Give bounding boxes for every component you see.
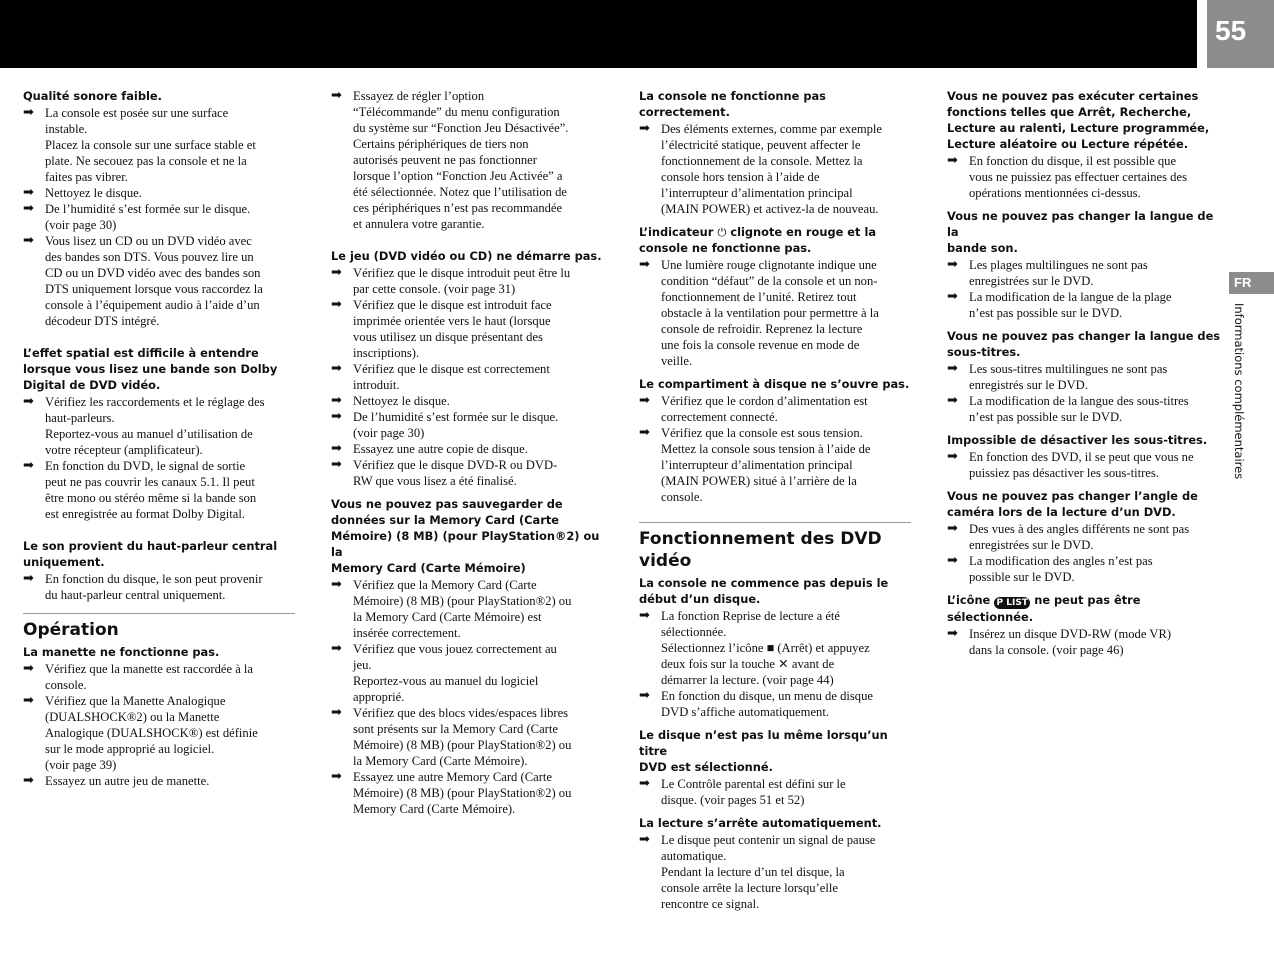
list-item [639, 121, 911, 217]
item-text: Essayez une autre Memory Card (Carte Mémoire) (8 MB) (pour PlayStation®2) ou Memory Card (Carte Mémoire). [353, 770, 572, 816]
list-item [331, 705, 603, 769]
arrow-icon: ➡ [639, 257, 650, 272]
troubleshoot-section [331, 88, 603, 232]
list-item [947, 257, 1221, 289]
troubleshoot-section [947, 592, 1221, 658]
item-text: Une lumière rouge clignotante indique une condition “défaut” de la console et un non- fonctionnement de l’unité. Retirez tout obstacle à la ventilation pour permettre à la console de refroidir. Reprenez la lecture une fois la console revenue en mode de veille. [661, 258, 879, 368]
troubleshoot-section [23, 345, 295, 522]
side-section-label: Informations complémentaires [1232, 303, 1246, 480]
question-heading: La console ne fonctionne pas correctement. [639, 89, 826, 119]
item-text: Vérifiez que le disque introduit peut être lu par cette console. (voir page 31) [353, 266, 571, 296]
arrow-icon: ➡ [23, 201, 34, 216]
troubleshoot-section [639, 727, 911, 808]
list-item [947, 289, 1221, 321]
question-heading: Vous ne pouvez pas changer la langue des sous-titres. [947, 329, 1221, 359]
question-heading [639, 224, 911, 256]
list-item [331, 577, 603, 641]
arrow-icon: ➡ [331, 361, 342, 376]
arrow-icon: ➡ [947, 626, 958, 641]
list-item [331, 641, 603, 705]
question-heading: Vous ne pouvez pas changer l’angle de caméra lors de la lecture d’un DVD. [947, 489, 1198, 519]
plist-icon: P LIST [994, 597, 1030, 609]
item-text: Vérifiez que la manette est raccordée à la console. [45, 662, 254, 692]
arrow-icon: ➡ [947, 257, 958, 272]
arrow-icon: ➡ [331, 88, 342, 103]
question-heading: Vous ne pouvez pas changer la langue de la bande son. [947, 209, 1214, 255]
arrow-icon: ➡ [947, 521, 958, 536]
list-item [947, 361, 1221, 393]
item-text: Essayez une autre copie de disque. [353, 442, 528, 456]
header-bar [0, 0, 1197, 68]
list-item [639, 608, 911, 688]
item-text: Nettoyez le disque. [45, 186, 142, 200]
item-text: Vérifiez que la Manette Analogique (DUALSHOCK®2) ou la Manette Analogique (DUALSHOCK®) est définie sur le mode approprié au logiciel. (voir page 39) [45, 694, 258, 772]
troubleshoot-section [23, 644, 295, 789]
arrow-icon: ➡ [23, 693, 34, 708]
arrow-icon: ➡ [331, 441, 342, 456]
list-item [23, 571, 295, 603]
item-text: Le Contrôle parental est défini sur le disque. (voir pages 51 et 52) [661, 777, 846, 807]
power-icon: ⏻ [717, 225, 727, 239]
item-text: La console est posée sur une surface instable. Placez la console sur une surface stable et plate. Ne secouez pas la console et ne la faites pas vibrer. [45, 106, 256, 184]
item-text: Des éléments externes, comme par exemple l’électricité statique, peuvent affecter le fonctionnement de la console. Mettez la console hors tension à l’aide de l’interrupteur d’alimentation principal (MAIN POWER) et activez-la de nouveau. [661, 122, 882, 216]
item-text: Vous lisez un CD ou un DVD vidéo avec des bandes son DTS. Vous pouvez lire un CD ou un DVD vidéo avec des bandes son DTS uniquement lorsque vous raccordez la console à l’équipement audio à l’aide d’un décodeur DTS intégré. [45, 234, 263, 328]
troubleshoot-section [947, 488, 1221, 585]
question-heading: Impossible de désactiver les sous-titres. [947, 433, 1208, 447]
list-item [331, 265, 603, 297]
arrow-icon: ➡ [23, 233, 34, 248]
question-heading: La lecture s’arrête automatiquement. [639, 816, 882, 830]
arrow-icon: ➡ [947, 553, 958, 568]
arrow-icon: ➡ [23, 661, 34, 676]
item-text: Vérifiez les raccordements et le réglage des haut-parleurs. Reportez-vous au manuel d’utilisation de votre récepteur (amplificateur). [45, 395, 265, 457]
arrow-icon: ➡ [947, 393, 958, 408]
question-heading: Vous ne pouvez pas sauvegarder de données sur la Memory Card (Carte Mémoire) (8 MB) (pour PlayStation®2) ou la Memory Card (Carte Mémoire) [331, 497, 600, 575]
item-text: Essayez un autre jeu de manette. [45, 774, 210, 788]
troubleshoot-section [947, 432, 1221, 481]
arrow-icon: ➡ [947, 153, 958, 168]
list-item [331, 457, 603, 489]
list-item [947, 521, 1221, 553]
question-heading: Le compartiment à disque ne s’ouvre pas. [639, 377, 910, 391]
item-text: La modification de la langue des sous-titres n’est pas possible sur le DVD. [969, 394, 1189, 424]
arrow-icon: ➡ [639, 688, 650, 703]
list-item [23, 201, 295, 233]
arrow-icon: ➡ [331, 297, 342, 312]
question-heading: Le disque n’est pas lu même lorsqu’un titre DVD est sélectionné. [639, 728, 888, 774]
item-text: De l’humidité s’est formée sur le disque. (voir page 30) [353, 410, 559, 440]
page-number-box [1207, 0, 1274, 68]
troubleshoot-section [23, 88, 295, 329]
list-item [639, 425, 911, 505]
troubleshoot-section [639, 88, 911, 217]
question-text-b: clignote en rouge et la console ne fonctionne pas. [639, 225, 877, 255]
arrow-icon: ➡ [23, 458, 34, 473]
question-text-b: ne peut pas être sélectionnée. [947, 593, 1141, 624]
page-number: 55 [1215, 15, 1247, 46]
question-heading: La manette ne fonctionne pas. [23, 645, 220, 659]
item-text: Les plages multilingues ne sont pas enregistrées sur le DVD. [969, 258, 1148, 288]
item-text: Vérifiez que la console est sous tension. Mettez la console sous tension à l’aide de l’interrupteur d’alimentation principal (MAIN POWER) situé à l’arrière de la console. [661, 426, 871, 504]
item-text: Essayez de régler l’option “Télécommande” du menu configuration du système sur “Fonction Jeu Désactivée”. Certains périphériques de tiers non autorisés peuvent ne pas fonctionner lorsque l’option “Fonction Jeu Activée” a été sélectionnée. Notez que l’utilisation de ces périphériques n’est pas recommandée et annulera votre garantie. [353, 89, 569, 231]
arrow-icon: ➡ [331, 457, 342, 472]
troubleshoot-section [639, 575, 911, 720]
list-item [639, 257, 911, 369]
section-heading: Fonctionnement des DVD vidéo [639, 529, 882, 571]
list-item [947, 449, 1221, 481]
item-text: Vérifiez que le disque est correctement introduit. [353, 362, 550, 392]
item-text: En fonction du disque, un menu de disque DVD s’affiche automatiquement. [661, 689, 873, 719]
language-tab: FR [1229, 272, 1274, 294]
troubleshoot-section [639, 224, 911, 369]
arrow-icon: ➡ [331, 641, 342, 656]
question-heading: Le son provient du haut-parleur central uniquement. [23, 539, 278, 569]
item-text: Vérifiez que la Memory Card (Carte Mémoire) (8 MB) (pour PlayStation®2) ou la Memory Card (Carte Mémoire) est insérée correctement. [353, 578, 572, 640]
list-item [947, 626, 1221, 658]
question-heading: Le jeu (DVD vidéo ou CD) ne démarre pas. [331, 249, 602, 263]
list-item [331, 409, 603, 441]
column-2 [331, 88, 603, 817]
question-heading: L’effet spatial est difficile à entendre lorsque vous lisez une bande son Dolby Digital de DVD vidéo. [23, 346, 278, 392]
list-item [23, 233, 295, 329]
question-text-a: L’icône [947, 593, 995, 607]
arrow-icon: ➡ [331, 265, 342, 280]
list-item [23, 693, 295, 773]
item-text: En fonction des DVD, il se peut que vous ne puissiez pas désactiver les sous-titres. [969, 450, 1194, 480]
arrow-icon: ➡ [947, 449, 958, 464]
troubleshoot-section [331, 496, 603, 817]
question-heading: Qualité sonore faible. [23, 89, 162, 103]
troubleshoot-section [331, 248, 603, 489]
question-text-a: L’indicateur [639, 225, 718, 239]
section-heading: Opération [23, 620, 119, 640]
arrow-icon: ➡ [23, 105, 34, 120]
column-1 [23, 88, 295, 789]
troubleshoot-section [639, 815, 911, 912]
list-item [331, 393, 603, 409]
arrow-icon: ➡ [947, 289, 958, 304]
arrow-icon: ➡ [639, 425, 650, 440]
item-text: Vérifiez que le disque est introduit face imprimée orientée vers le haut (lorsque vous utilisez un disque présentant des inscriptions). [353, 298, 552, 360]
list-item [23, 458, 295, 522]
list-item [331, 361, 603, 393]
question-heading: Vous ne pouvez pas exécuter certaines fonctions telles que Arrêt, Recherche, Lecture au ralenti, Lecture programmée, Lecture aléatoire ou Lecture répétée. [947, 89, 1210, 151]
list-item [639, 688, 911, 720]
item-text: La fonction Reprise de lecture a été sélectionnée. Sélectionnez l’icône ■ (Arrêt) et appuyez deux fois sur la touche ✕ avant de démarrer la lecture. (voir page 44) [661, 609, 870, 687]
list-item [23, 105, 295, 185]
arrow-icon: ➡ [331, 769, 342, 784]
arrow-icon: ➡ [947, 361, 958, 376]
troubleshoot-section [947, 328, 1221, 425]
item-text: Insérez un disque DVD-RW (mode VR) dans la console. (voir page 46) [969, 627, 1172, 657]
question-heading: La console ne commence pas depuis le début d’un disque. [639, 576, 889, 606]
troubleshoot-section [947, 88, 1221, 201]
arrow-icon: ➡ [331, 409, 342, 424]
list-item [331, 297, 603, 361]
section-divider [639, 522, 911, 523]
list-item [331, 441, 603, 457]
list-item [639, 776, 911, 808]
item-text: Des vues à des angles différents ne sont pas enregistrées sur le DVD. [969, 522, 1190, 552]
item-text: De l’humidité s’est formée sur le disque. (voir page 30) [45, 202, 251, 232]
list-item [331, 769, 603, 817]
arrow-icon: ➡ [23, 571, 34, 586]
list-item [947, 153, 1221, 201]
list-item [639, 832, 911, 912]
list-item [639, 393, 911, 425]
item-text: Vérifiez que des blocs vides/espaces libres sont présents sur la Memory Card (Carte Mémoire) (8 MB) (pour PlayStation®2) ou la Memory Card (Carte Mémoire). [353, 706, 572, 768]
troubleshoot-section [23, 538, 295, 603]
arrow-icon: ➡ [23, 394, 34, 409]
item-text: La modification de la langue de la plage n’est pas possible sur le DVD. [969, 290, 1172, 320]
list-item [23, 661, 295, 693]
list-item [947, 553, 1221, 585]
arrow-icon: ➡ [331, 577, 342, 592]
item-text: En fonction du disque, le son peut provenir du haut-parleur central uniquement. [45, 572, 263, 602]
arrow-icon: ➡ [639, 776, 650, 791]
list-item [23, 394, 295, 458]
list-item [947, 393, 1221, 425]
arrow-icon: ➡ [639, 608, 650, 623]
list-item [23, 185, 295, 201]
arrow-icon: ➡ [639, 121, 650, 136]
item-text: Vérifiez que le disque DVD-R ou DVD- RW que vous lisez a été finalisé. [353, 458, 558, 488]
item-text: Le disque peut contenir un signal de pause automatique. Pendant la lecture d’un tel disque, la console arrête la lecture lorsqu’elle rencontre ce signal. [661, 833, 876, 911]
arrow-icon: ➡ [331, 393, 342, 408]
troubleshoot-section [947, 208, 1221, 321]
item-text: Les sous-titres multilingues ne sont pas enregistrés sur le DVD. [969, 362, 1168, 392]
arrow-icon: ➡ [331, 705, 342, 720]
arrow-icon: ➡ [23, 773, 34, 788]
column-4 [947, 88, 1221, 658]
item-text: Nettoyez le disque. [353, 394, 450, 408]
item-text: La modification des angles n’est pas possible sur le DVD. [969, 554, 1153, 584]
list-item [331, 88, 603, 232]
column-3 [639, 88, 911, 912]
question-heading [947, 592, 1221, 625]
arrow-icon: ➡ [23, 185, 34, 200]
arrow-icon: ➡ [639, 832, 650, 847]
item-text: Vérifiez que le cordon d’alimentation est correctement connecté. [661, 394, 868, 424]
item-text: Vérifiez que vous jouez correctement au jeu. Reportez-vous au manuel du logiciel approprié. [353, 642, 557, 704]
section-divider [23, 613, 295, 614]
arrow-icon: ➡ [639, 393, 650, 408]
item-text: En fonction du DVD, le signal de sortie peut ne pas couvrir les canaux 5.1. Il peut être mono ou stéréo même si la bande son est enregistrée au format Dolby Digital. [45, 459, 257, 521]
list-item [23, 773, 295, 789]
troubleshoot-section [639, 376, 911, 505]
item-text: En fonction du disque, il est possible que vous ne puissiez pas effectuer certaines des opérations mentionnées ci-dessus. [969, 154, 1187, 200]
